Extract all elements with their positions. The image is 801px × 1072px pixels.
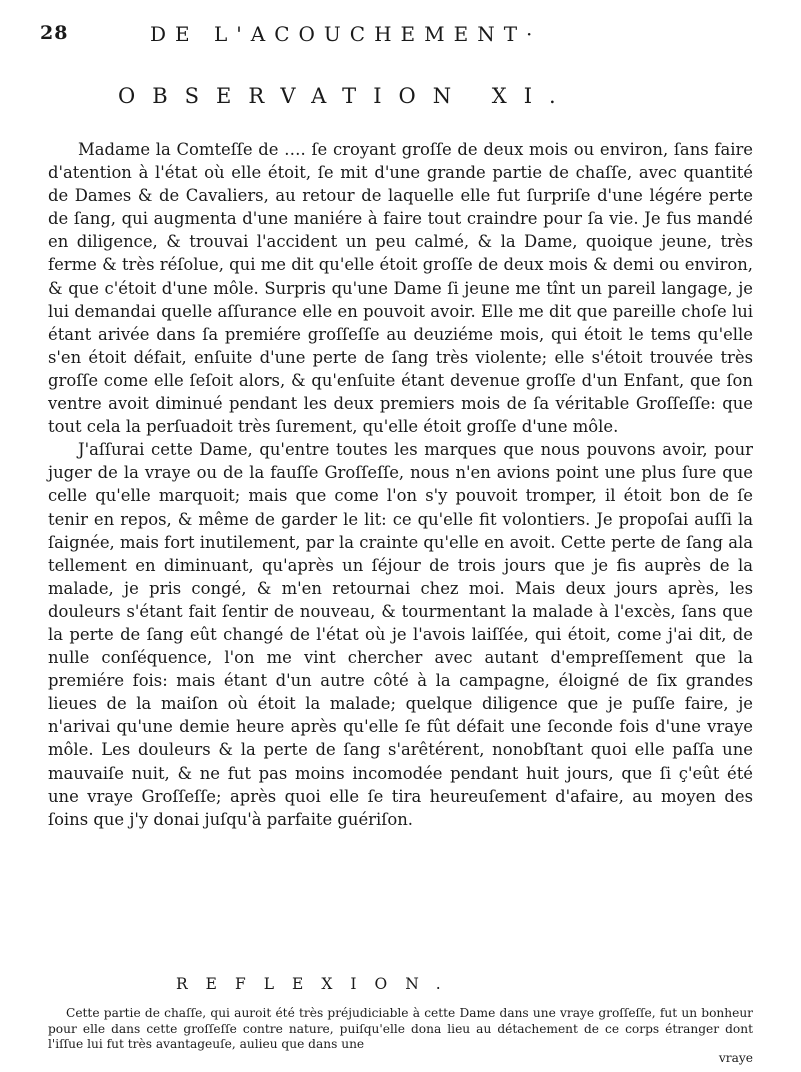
observation-title: OBSERVATION XI. [118,84,573,108]
reflexion-title: REFLEXION. [176,975,459,993]
paragraph: J'aſſurai cette Dame, qu'entre toutes les marques que nous pouvons avoir, pour juger de la vraye ou de la fauſſe Groſſeſſe, nous n'en avions point une plus ſure que celle qu'elle marquoit; mais que come l'on s'y pouvoit tromper, il étoit bon de ſe tenir en repos, & même de garder le lit: ce qu'elle fit volontiers. Je propoſai auſſi la ſaignée, mais fort inutilement, par la crainte qu'elle en avoit. Cette perte de ſang ala tellement en diminuant, qu'après un ſéjour de trois jours que je fis auprès de la malade, je pris congé, & m'en retournai chez moi. Mais deux jours après, les douleurs s'étant fait ſentir de nouveau, & tourmentant la malade à l'excès, ſans que la perte de ſang eût changé de l'état où je l'avois laiſſée, qui étoit, come j'ai dit, de nulle conſéquence, l'on me vint chercher avec autant d'empreſſement que la premiére fois: mais étant d'un autre côté à la campagne, éloigné de ſix grandes lieues de la maiſon où étoit la malade; quelque diligence que je puſſe faire, je n'arivai qu'une demie heure après qu'elle ſe fût défait une ſeconde fois d'une vraye môle. Les douleurs & la perte de ſang s'arêtérent, nonobſtant quoi elle paſſa une mauvaiſe nuit, & ne fut pas moins incomodée pendant huit jours, que ſi ç'eût été une vraye Groſſeſſe; après quoi elle ſe tira heureuſement d'afaire, au moyen des ſoins que j'y donai juſqu'à parfaite guériſon. [48,440,753,829]
page-number: 28 [40,22,69,44]
reflexion-paragraph: Cette partie de chaſſe, qui auroit été très préjudiciable à cette Dame dans une vraye groſſeſſe, fut un bonheur pour elle dans cette groſſeſſe contre nature, puiſqu'elle dona lieu au détachement de ce corps étranger dont l'iſſue lui fut très avantageuſe, aulieu que dans une [48,1006,753,1051]
running-head: DE L'ACOUCHEMENT· [150,22,542,46]
body-text [48,138,753,831]
reflexion-text [48,1006,753,1053]
catchword: vraye [718,1051,753,1065]
page-header [40,22,760,52]
paragraph: Madame la Comteſſe de …. ſe croyant groſſe de deux mois ou environ, ſans faire d'atention à l'état où elle étoit, ſe mit d'une grande partie de chaſſe, avec quantité de Dames & de Cavaliers, au retour de laquelle elle fut ſurpriſe d'une légére perte de ſang, qui augmenta d'une maniére à faire tout craindre pour ſa vie. Je fus mandé en diligence, & trouvai l'accident un peu calmé, & la Dame, quoique jeune, très ferme & très réſolue, qui me dit qu'elle étoit groſſe de deux mois & demi ou environ, & que c'étoit d'une môle. Surpris qu'une Dame ſi jeune me tînt un pareil langage, je lui demandai quelle aſſurance elle en pouvoit avoir. Elle me dit que pareille choſe lui étant arivée dans ſa premiére groſſeſſe au deuziéme mois, qui étoit le tems qu'elle s'en étoit défait, enſuite d'une perte de ſang très violente; elle s'étoit trouvée très groſſe come elle ſeſoit alors, & qu'enſuite étant devenue groſſe d'un Enfant, que ſon ventre avoit diminué pendant les deux premiers mois de ſa véritable Groſſeſſe: que tout cela la perſuadoit très ſurement, qu'elle étoit groſſe d'une môle. [48,140,753,437]
